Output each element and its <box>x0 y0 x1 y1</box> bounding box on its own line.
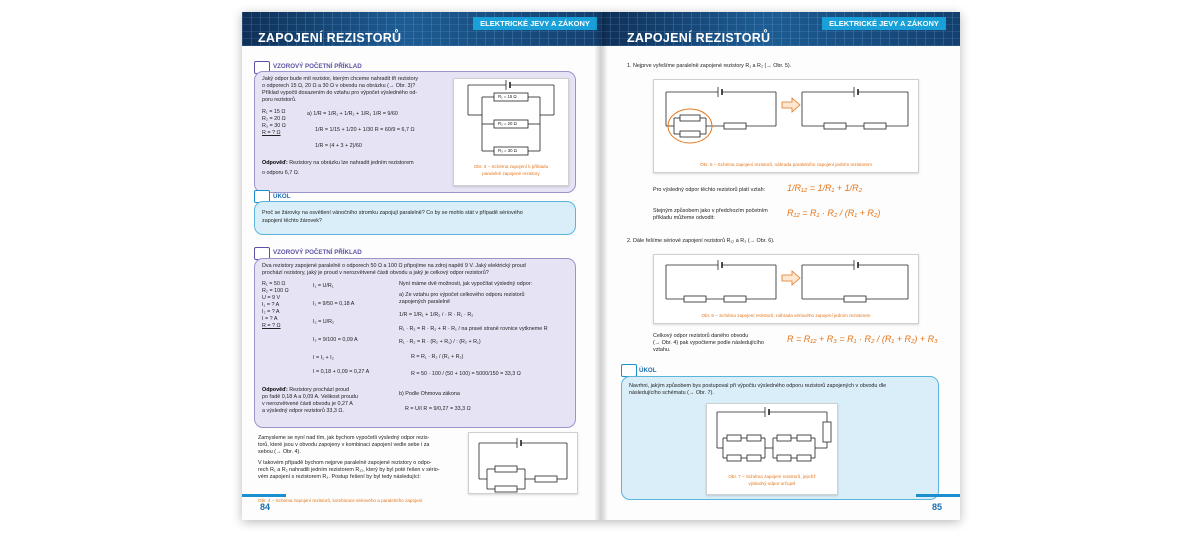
combined-circuit-diagram <box>469 433 577 493</box>
formula: R₁₂ = R₁ · R₂ / (R₁ + R₂) <box>787 208 881 218</box>
figure-5 <box>653 79 919 173</box>
given-value: U = 9 V <box>262 295 281 301</box>
body-text-line: sebou (→ Obr. 4). <box>258 449 301 455</box>
page-title: ZAPOJENÍ REZISTORŮ <box>258 31 402 45</box>
page-header <box>601 12 960 46</box>
solution-line: R = U/I R = 9/0,27 = 33,3 Ω <box>405 406 471 412</box>
page-number: 85 <box>931 502 942 512</box>
task-text-line: Navrhni, jakým způsobem bys postupoval při výpočtu výsledného odporu rezistorů zapojených v obvodu dle <box>629 383 887 389</box>
equation-line: 1/R = 1/15 + 1/20 + 1/30 R = 60/9 = 6,7 Ω <box>315 127 415 133</box>
task-label: ÚKOL <box>639 367 657 374</box>
body-text-line: vztahu. <box>653 347 671 353</box>
task-label: ÚKOL <box>273 193 291 200</box>
step-text: 2. Dále řešíme sériové zapojení rezistorů R₁₂ a R₃ (→ Obr. 6). <box>627 238 775 244</box>
page-title: ZAPOJENÍ REZISTORŮ <box>627 31 771 45</box>
example-box <box>254 71 576 193</box>
right-page <box>601 12 960 520</box>
task-box <box>621 376 939 500</box>
example-text-line: o odporech 15 Ω, 20 Ω a 30 Ω v obvodu na obrázku (→ Obr. 3)? <box>262 83 416 89</box>
example-text-line: poru rezistorů. <box>262 97 297 103</box>
task-box <box>254 201 576 235</box>
answer-text: v nerozvětvené části obvodu je 0,27 A <box>262 401 353 407</box>
body-text-line: příkladu můžeme odvodit: <box>653 215 715 221</box>
body-text-line: Stejným způsobem jako v předchozím početním <box>653 208 768 214</box>
solution-line: R = 50 · 100 / (50 + 100) = 5000/150 = 33,3 Ω <box>411 371 521 377</box>
answer-text: Rezistory na obrázku lze nahradit jedním rezistorem <box>289 160 414 166</box>
answer-text: a výsledný odpor rezistorů 33,3 Ω. <box>262 408 344 414</box>
figure-7 <box>706 403 838 495</box>
equation-line: I₁ = 9/50 = 0,18 A <box>313 301 355 307</box>
resistor-label: R₃ = 30 Ω <box>498 148 517 153</box>
book-spine <box>594 12 608 520</box>
given-value: I₂ = ? A <box>262 309 280 315</box>
example-text-line: Jaký odpor bude mít rezistor, kterým chceme nahradit tři rezistory <box>262 76 419 82</box>
body-text-line: V takovém případě bychom nejprve paralelně zapojené rezistory o odpo- <box>258 460 432 466</box>
solution-line: b) Podle Ohmova zákona <box>399 391 460 397</box>
figure-caption: Obr. 5 – Schéma zapojení rezistorů, náhrada paralelního zapojení jedním rezistorem <box>700 162 872 167</box>
figure-6 <box>653 254 919 324</box>
solution-line: R₁ · R₂ = R · R₂ + R · R₁ / na pravé straně rovnice vytkneme R <box>399 326 548 332</box>
unknown-value: R = ? Ω <box>262 130 281 136</box>
given-value: R₂ = 20 Ω <box>262 116 286 122</box>
given-value: R₁ = 50 Ω <box>262 281 286 287</box>
answer-label: Odpověď: <box>262 160 288 166</box>
equation-line: I = I₁ + I₂ <box>313 355 334 361</box>
task-text-line: zapojení těchto žárovek? <box>262 218 322 224</box>
solution-line: zapojených paralelně <box>399 299 450 305</box>
given-value: I = ? A <box>262 316 278 322</box>
parallel-replacement-diagram <box>654 80 918 158</box>
unknown-value: R = ? Ω <box>262 323 281 329</box>
given-value: I₁ = ? A <box>262 302 280 308</box>
figure-caption: Obr. 6 – Schéma zapojení rezistorů, náhrada sériového zapojení jedním rezistorem <box>701 313 871 318</box>
figure-caption: paralelně zapojené rezistory <box>482 171 540 176</box>
solution-line: a) Ze vztahu pro výpočet celkového odporu rezistorů <box>399 292 525 298</box>
solution-line: R₁ · R₂ = R · (R₂ + R₁) / : (R₂ + R₁) <box>399 339 481 345</box>
left-page <box>242 12 601 520</box>
textbook-spread <box>242 12 960 520</box>
figure-3 <box>453 78 569 186</box>
footer-bar <box>242 494 286 497</box>
figure-4 <box>468 432 578 494</box>
body-text-line: Pro výsledný odpor těchto rezistorů platí vztah: <box>653 187 766 193</box>
body-text-line: Celkový odpor rezistorů daného obvodu <box>653 333 749 339</box>
figure-caption: výsledný odpor určuješ <box>748 481 796 486</box>
step-text: 1. Nejprve vyřešíme paralelně zapojené rezistory R₁ a R₂ (→ Obr. 5). <box>627 63 792 69</box>
answer-label: Odpověď: <box>262 387 288 393</box>
formula: 1/R₁₂ = 1/R₁ + 1/R₂ <box>787 183 863 193</box>
solution-line: 1/R = 1/R₁ + 1/R₂ / · R · R₁ · R₂ <box>399 312 474 318</box>
example-text-line: Dva rezistory zapojené paralelně o odporech 50 Ω a 100 Ω připojíme na zdroj napětí 9 V. Jaký elektrický proud <box>262 263 526 269</box>
body-text-line: rech R₁ a R₂ nahradili jedním rezistorem R₁₂, který by byl poté řešen v sério- <box>258 467 440 473</box>
formula: R = R₁₂ + R₃ = R₁ · R₂ / (R₁ + R₂) + R₃ <box>787 334 938 344</box>
equation-line: I = 0,18 + 0,09 = 0,27 A <box>313 369 370 375</box>
task-text-line: následujícího schématu (→ Obr. 7). <box>629 390 714 396</box>
example-box <box>254 258 576 428</box>
equation-line: 1/R = (4 + 3 + 2)/60 <box>315 143 362 149</box>
example-text-line: Příklad vypočti dosazením do vztahu pro výpočet výsledného od- <box>262 90 418 96</box>
answer-text: Rezistory prochází proud <box>289 387 350 393</box>
figure-caption: Obr. 4 – Schéma zapojení rezistorů, kombinace sériového a paralelního zapojení <box>258 498 423 503</box>
equation-line: I₂ = 9/100 = 0,09 A <box>313 337 358 343</box>
example-label: VZOROVÝ POČETNÍ PŘÍKLAD <box>273 63 362 70</box>
equation-line: I₁ = U/R₁ <box>313 283 334 289</box>
body-text-line: torů, které jsou v obvodu zapojeny v kombinaci zapojení vedle sebe i za <box>258 442 430 448</box>
given-value: R₂ = 100 Ω <box>262 288 289 294</box>
resistor-label: R₂ = 20 Ω <box>498 121 517 126</box>
example-label: VZOROVÝ POČETNÍ PŘÍKLAD <box>273 249 362 256</box>
body-text-line: Zamysleme se nyní nad tím, jak bychom vypočetli výsledný odpor rezis- <box>258 435 430 441</box>
answer-text: o odporu 6,7 Ω. <box>262 170 300 176</box>
resistor-label: R₁ = 15 Ω <box>498 94 517 99</box>
series-replacement-diagram <box>654 255 918 311</box>
body-text-line: vém zapojení s rezistorem R₃. Postup řešení by byl tedy následující: <box>258 474 421 480</box>
page-number: 84 <box>260 502 271 512</box>
body-text-line: (→ Obr. 4) pak vypočteme podle následujícího <box>653 340 764 346</box>
figure-caption: Obr. 3 – Schéma zapojení k příkladu <box>473 164 549 169</box>
equation-line: I₂ = U/R₂ <box>313 319 335 325</box>
equation-line: a) 1/R = 1/R₁ + 1/R₂ + 1/R₃ 1/R = 9/60 <box>307 111 398 117</box>
task-text-line: Proč se žárovky na osvětlení vánočního stromku zapojují paralelně? Co by se mohlo stát v případě sériového <box>262 210 523 216</box>
given-value: R₁ = 15 Ω <box>262 109 286 115</box>
given-value: R₃ = 30 Ω <box>262 123 286 129</box>
answer-text: po řadě 0,18 A a 0,09 A. Velikost proudu <box>262 394 358 400</box>
chapter-tab: ELEKTRICKÉ JEVY A ZÁKONY <box>473 17 597 30</box>
footer-bar <box>916 494 960 497</box>
figure-caption: Obr. 7 – Schéma zapojení rezistorů, jejichž <box>728 474 816 479</box>
solution-line: Nyní máme dvě možnosti, jak vypočítat výsledný odpor: <box>399 281 533 287</box>
chapter-tab: ELEKTRICKÉ JEVY A ZÁKONY <box>822 17 946 30</box>
solution-line: R = R₁ · R₂ / (R₁ + R₂) <box>411 354 464 360</box>
page-header <box>242 12 601 46</box>
complex-circuit-diagram <box>707 404 837 470</box>
example-text-line: prochází rezistory, jaký je proud v nerozvětvené části obvodu a jaký je celkový odpor rezistorů? <box>262 270 489 276</box>
